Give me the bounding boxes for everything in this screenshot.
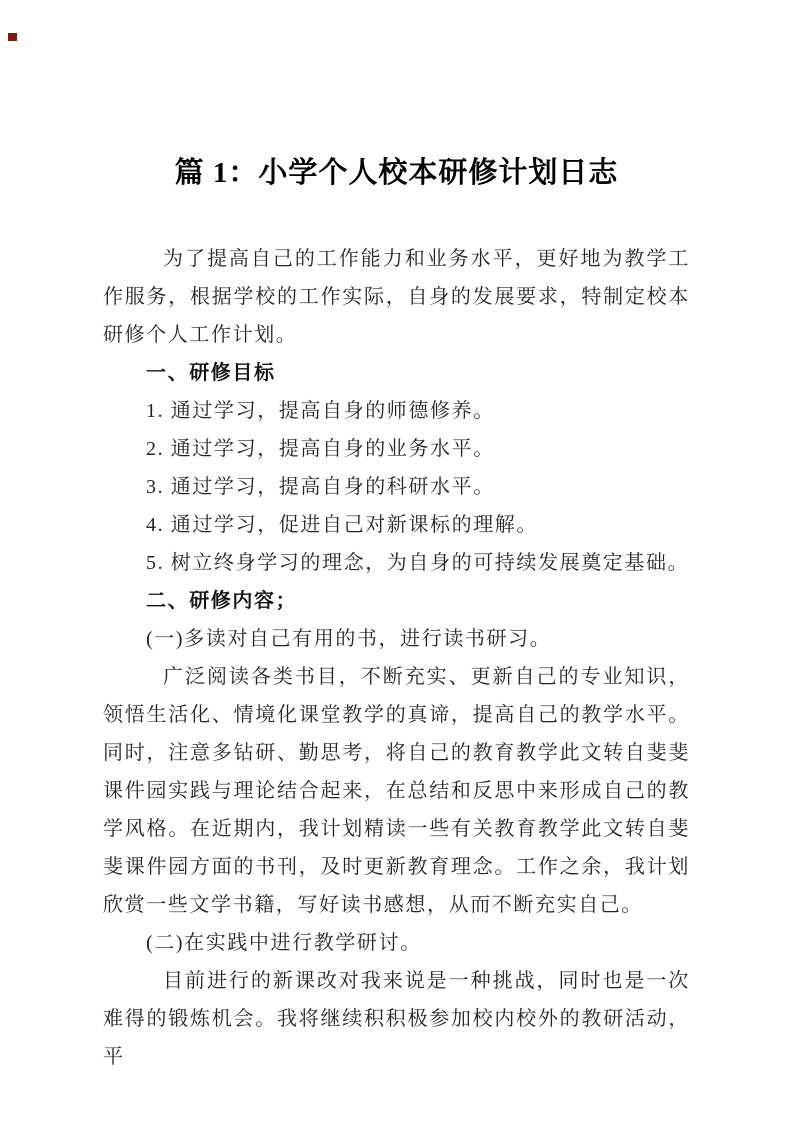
subitem-reading: (一)多读对自己有用的书，进行读书研习。 — [146, 628, 552, 650]
paragraph-reading-plan: 广泛阅读各类书目，不断充实、更新自己的专业知识，领悟生活化、情境化课堂教学的真谛，提高自己的教学水平。同时，注意多钻研、勤思考，将自己的教育教学此文转自斐斐课件园实践与理论结合起来，在总结和反思中来形成自己的教学风格。在近期内，我计划精读一些有关教育教学此文转自斐斐课件园方面的书刊，及时更新教育理念。工作之余，我计划欣赏一些文学书籍，写好读书感想，从而不断充实自己。 — [103, 666, 690, 916]
heading-research-goals: 一、研修目标 — [146, 362, 276, 384]
goal-item-4: 4. 通过学习，促进自己对新课标的理解。 — [146, 514, 538, 536]
heading-research-content: 二、研修内容； — [146, 590, 298, 612]
goal-item-5: 5. 树立终身学习的理念，为自身的可持续发展奠定基础。 — [146, 552, 690, 574]
document-title: 篇 1：小学个人校本研修计划日志 — [174, 157, 619, 189]
goal-item-2: 2. 通过学习，提高自身的业务水平。 — [146, 438, 495, 460]
paragraph-new-curriculum: 目前进行的新课改对我来说是一种挑战，同时也是一次难得的锻炼机会。我将继续积积极参加校内校外的教研活动，平 — [103, 970, 690, 1068]
goal-item-3: 3. 通过学习，提高自身的科研水平。 — [146, 476, 495, 498]
goal-item-1: 1. 通过学习，提高自身的师德修养。 — [146, 400, 495, 422]
paragraph-intro: 为了提高自己的工作能力和业务水平，更好地为教学工作服务，根据学校的工作实际，自身的发展要求，特制定校本研修个人工作计划。 — [103, 248, 690, 346]
subitem-teaching-research: (二)在实践中进行教学研讨。 — [146, 932, 422, 954]
